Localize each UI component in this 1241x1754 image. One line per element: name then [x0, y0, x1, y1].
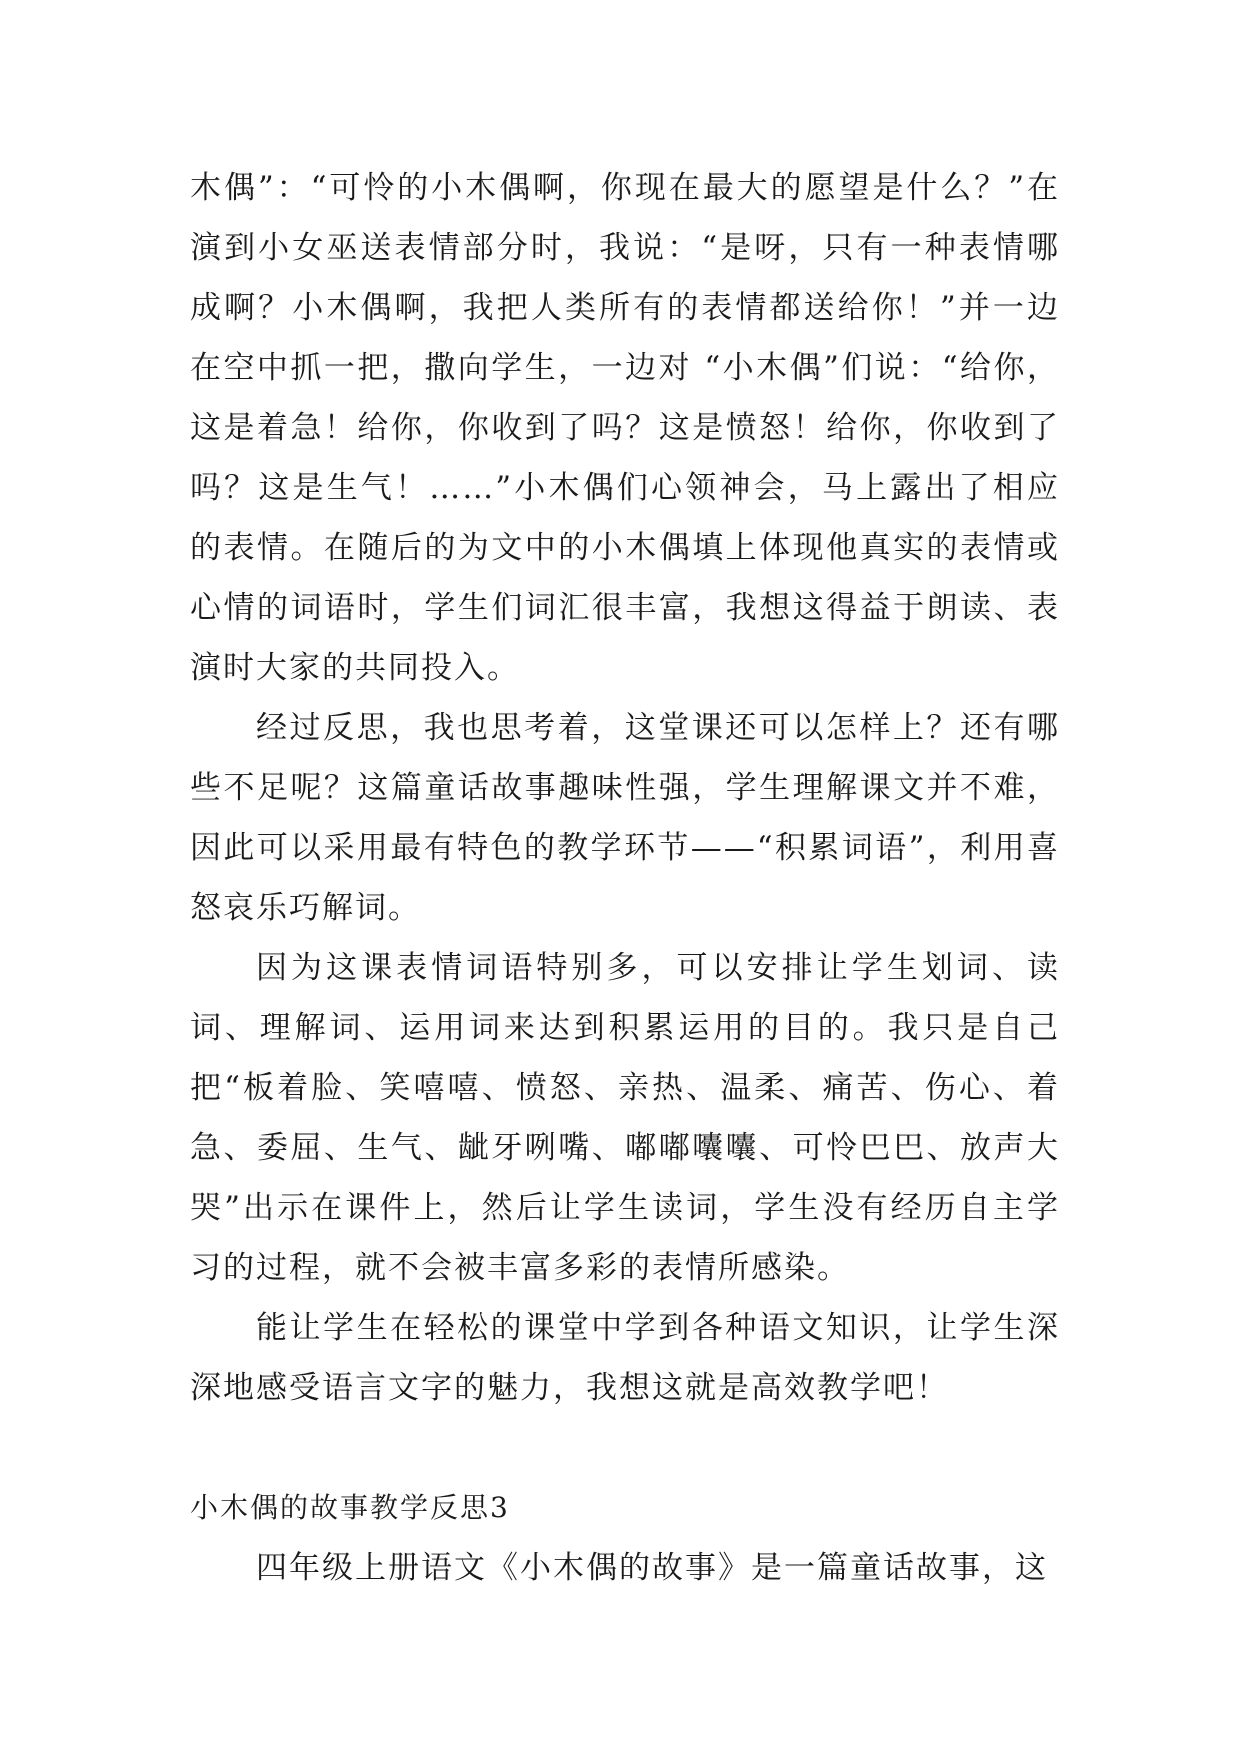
document-body — [190, 158, 1060, 1598]
section-title: 小木偶的故事教学反思3 — [190, 1491, 510, 1524]
paragraph-section-start: 四年级上册语文《小木偶的故事》是一篇童话故事，这 — [256, 1550, 1048, 1586]
paragraph-conclusion: 能让学生在轻松的课堂中学到各种语文知识，让学生深深地感受语言文字的魅力，我想这就是高效教学吧！ — [190, 1310, 1060, 1406]
paragraph-vocabulary: 因为这课表情词语特别多，可以安排让学生划词、读词、理解词、运用词来达到积累运用的目的。我只是自己把“板着脸、笑嘻嘻、愤怒、亲热、温柔、痛苦、伤心、着急、委屈、生气、龇牙咧嘴、嘟嘟囔囔、可怜巴巴、放声大哭”出示在课件上，然后让学生读词，学生没有经历自主学习的过程，就不会被丰富多彩的表情所感染。 — [190, 950, 1060, 1286]
paragraph-continued: 木偶”：“可怜的小木偶啊，你现在最大的愿望是什么？”在演到小女巫送表情部分时，我说：“是呀，只有一种表情哪成啊？小木偶啊，我把人类所有的表情都送给你！”并一边在空中抓一把，撒向学生，一边对 “小木偶”们说：“给你，这是着急！给你，你收到了吗？这是愤怒！给你，你收到了吗？这是生气！……”小木偶们心领神会，马上露出了相应的表情。在随后的为文中的小木偶填上体现他真实的表情或心情的词语时，学生们词汇很丰富，我想这得益于朗读、表演时大家的共同投入。 — [190, 170, 1060, 686]
paragraph-reflection: 经过反思，我也思考着，这堂课还可以怎样上？还有哪些不足呢？这篇童话故事趣味性强，学生理解课文并不难，因此可以采用最有特色的教学环节——“积累词语”，利用喜怒哀乐巧解词。 — [190, 710, 1060, 926]
